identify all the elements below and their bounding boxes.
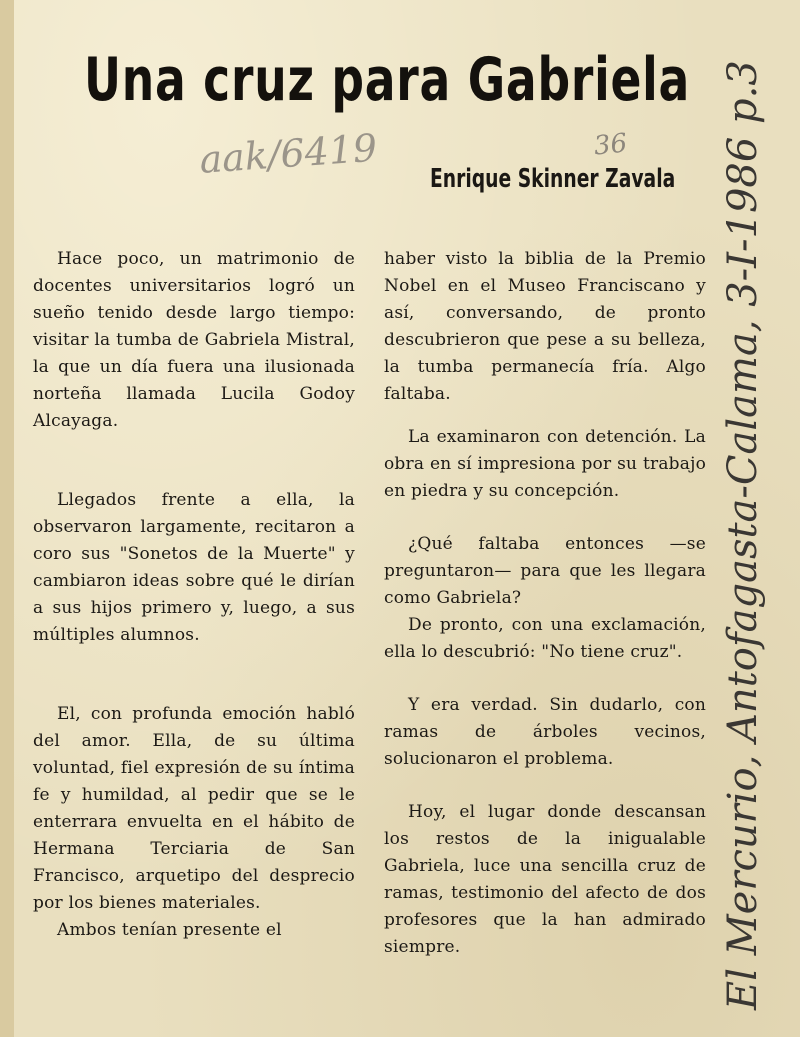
paragraph: De pronto, con una exclamación, ella lo descubrió: "No tiene cruz".: [384, 615, 706, 662]
right-column: [384, 246, 706, 961]
paragraph: Hoy, el lugar donde descansan los restos de la inigualable Gabriela, luce una sencilla cruz de ramas, testimonio del afecto de dos profesores que la han admirado siempre.: [384, 802, 706, 957]
paragraph: El, con profunda emoción habló del amor. Ella, de su última voluntad, fiel expresión de su íntima fe y humildad, al pedir que se le enterrara envuelta en el hábito de Hermana Terciaria de San Francisco, arquetipo del desprecio por los bienes materiales.: [33, 704, 355, 913]
paragraph: haber visto la biblia de la Premio Nobel en el Museo Franciscano y así, conversando, de pronto descubrieron que pese a su belleza, la tumba permanecía fría. Algo faltaba.: [384, 249, 706, 404]
paragraph: Ambos tenían presente el: [57, 920, 282, 940]
paragraph: Llegados frente a ella, la observaron largamente, recitaron a coro sus "Sonetos de la Muerte" y cambiaron ideas sobre qué le dirían a sus hijos primero y, luego, a sus múltiples alumnos.: [33, 490, 355, 645]
article-byline: Enrique Skinner Zavala: [430, 164, 676, 194]
paragraph: Hace poco, un matrimonio de docentes universitarios logró un sueño tenido desde largo tiempo: visitar la tumba de Gabriela Mistral, la que un día fuera una ilusionada norteña llamada Lucila Godoy Alcayaga.: [33, 249, 355, 431]
paper-edge: [0, 0, 14, 1037]
left-column: [33, 246, 355, 944]
paragraph: ¿Qué faltaba entonces —se preguntaron— para que les llegara como Gabriela?: [384, 534, 706, 608]
catalog-handwritten-mark: aak/6419: [198, 125, 379, 182]
page-handwritten-mark: 36: [592, 128, 629, 162]
paragraph: Y era verdad. Sin dudarlo, con ramas de árboles vecinos, solucionaron el problema.: [384, 695, 706, 769]
source-handwritten-note: El Mercurio, Antofagasta-Calama, 3-I-1986 p.3: [720, 60, 766, 1010]
paragraph: La examinaron con detención. La obra en sí impresiona por su trabajo en piedra y su concepción.: [384, 427, 706, 501]
article-title: Una cruz para Gabriela: [84, 45, 691, 115]
